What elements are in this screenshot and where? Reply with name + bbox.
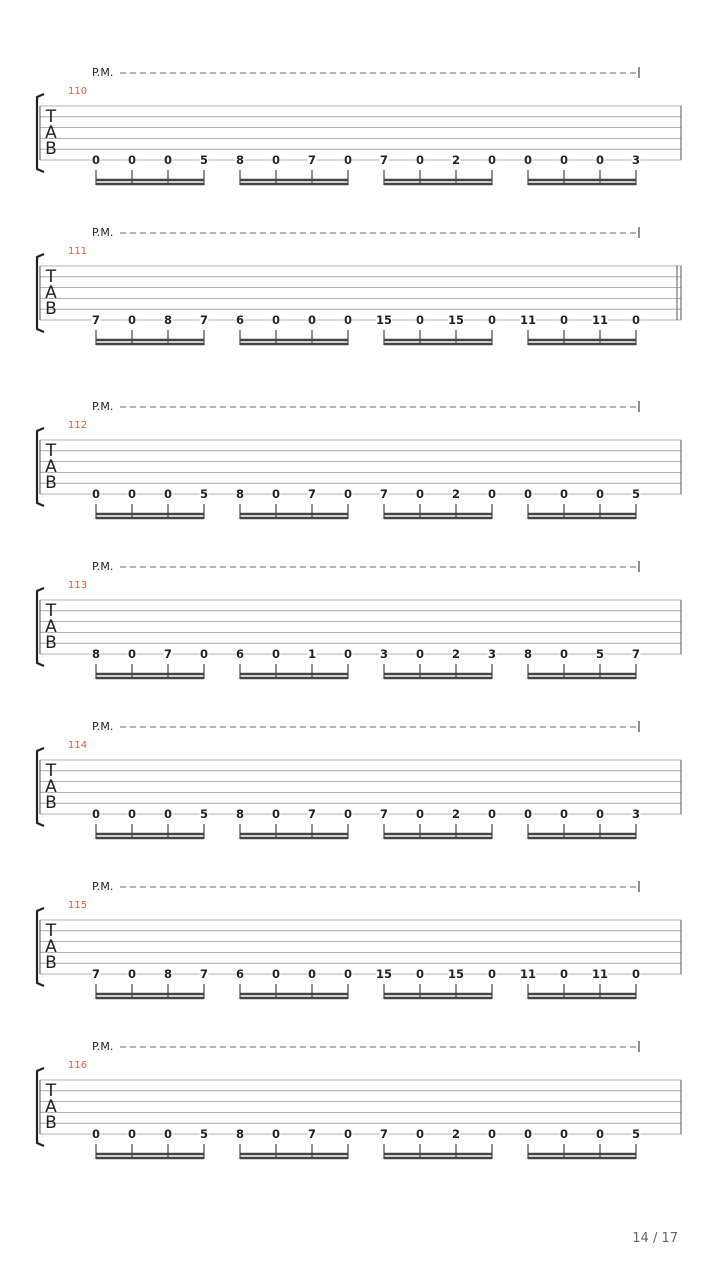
tab-clef-letter: B xyxy=(45,473,57,493)
fret-number: 0 xyxy=(523,807,533,821)
fret-number: 0 xyxy=(307,313,317,327)
fret-number: 0 xyxy=(631,313,641,327)
fret-number: 6 xyxy=(235,313,245,327)
fret-number: 8 xyxy=(235,1127,245,1141)
fret-number: 0 xyxy=(91,1127,101,1141)
fret-number: 15 xyxy=(375,967,393,981)
fret-number: 0 xyxy=(163,153,173,167)
fret-number: 0 xyxy=(487,1127,497,1141)
tab-clef-letter: A xyxy=(45,777,57,797)
measure-number: 112 xyxy=(68,420,88,431)
fret-number: 11 xyxy=(519,967,537,981)
fret-number: 8 xyxy=(235,487,245,501)
fret-number: 0 xyxy=(415,807,425,821)
fret-number: 0 xyxy=(595,487,605,501)
fret-number: 11 xyxy=(519,313,537,327)
fret-number: 0 xyxy=(415,153,425,167)
fret-number: 7 xyxy=(379,153,389,167)
fret-number: 0 xyxy=(343,807,353,821)
fret-number: 0 xyxy=(559,487,569,501)
fret-number: 0 xyxy=(487,313,497,327)
fret-number: 0 xyxy=(127,153,137,167)
measure-number: 110 xyxy=(68,86,88,97)
fret-number: 8 xyxy=(163,967,173,981)
fret-number: 0 xyxy=(487,967,497,981)
tab-clef-letter: B xyxy=(45,139,57,159)
fret-number: 0 xyxy=(559,313,569,327)
fret-number: 6 xyxy=(235,647,245,661)
fret-number: 0 xyxy=(91,807,101,821)
palm-mute-label: P.M. xyxy=(92,400,114,413)
palm-mute-label: P.M. xyxy=(92,1040,114,1053)
fret-number: 0 xyxy=(487,807,497,821)
fret-number: 5 xyxy=(199,487,209,501)
tab-clef-letter: B xyxy=(45,1113,57,1133)
tab-clef-letter: A xyxy=(45,283,57,303)
fret-number: 8 xyxy=(235,153,245,167)
page-number: 14 / 17 xyxy=(632,1231,678,1246)
tab-clef-letter: A xyxy=(45,123,57,143)
fret-number: 15 xyxy=(447,967,465,981)
fret-number: 0 xyxy=(271,807,281,821)
fret-number: 7 xyxy=(91,313,101,327)
tab-clef-letter: A xyxy=(45,457,57,477)
fret-number: 8 xyxy=(235,807,245,821)
tab-clef-letter: T xyxy=(45,601,57,621)
fret-number: 0 xyxy=(127,487,137,501)
fret-number: 7 xyxy=(307,1127,317,1141)
tab-clef-letter: T xyxy=(45,107,57,127)
tab-clef-letter: T xyxy=(45,921,57,941)
fret-number: 2 xyxy=(451,647,461,661)
fret-number: 0 xyxy=(559,1127,569,1141)
fret-number: 0 xyxy=(271,153,281,167)
fret-number: 0 xyxy=(631,967,641,981)
tab-clef-letter: B xyxy=(45,953,57,973)
fret-number: 0 xyxy=(523,1127,533,1141)
fret-number: 0 xyxy=(271,313,281,327)
fret-number: 1 xyxy=(307,647,317,661)
tab-clef-letter: A xyxy=(45,1097,57,1117)
tab-clef-letter: T xyxy=(45,267,57,287)
tab-clef-letter: T xyxy=(45,441,57,461)
tab-clef-letter: A xyxy=(45,617,57,637)
fret-number: 2 xyxy=(451,807,461,821)
fret-number: 8 xyxy=(523,647,533,661)
fret-number: 3 xyxy=(631,153,641,167)
tab-clef-letter: B xyxy=(45,793,57,813)
fret-number: 15 xyxy=(375,313,393,327)
fret-number: 15 xyxy=(447,313,465,327)
fret-number: 5 xyxy=(631,487,641,501)
fret-number: 0 xyxy=(415,313,425,327)
fret-number: 8 xyxy=(91,647,101,661)
fret-number: 0 xyxy=(271,487,281,501)
fret-number: 0 xyxy=(307,967,317,981)
fret-number: 2 xyxy=(451,1127,461,1141)
fret-number: 0 xyxy=(199,647,209,661)
fret-number: 0 xyxy=(91,153,101,167)
fret-number: 7 xyxy=(379,487,389,501)
tab-clef-letter: B xyxy=(45,299,57,319)
fret-number: 0 xyxy=(559,153,569,167)
fret-number: 0 xyxy=(271,1127,281,1141)
fret-number: 0 xyxy=(163,1127,173,1141)
tab-clef-letter: B xyxy=(45,633,57,653)
fret-number: 11 xyxy=(591,313,609,327)
fret-number: 7 xyxy=(379,1127,389,1141)
palm-mute-label: P.M. xyxy=(92,226,114,239)
fret-number: 7 xyxy=(307,153,317,167)
fret-number: 7 xyxy=(199,967,209,981)
measure-number: 114 xyxy=(68,740,88,751)
fret-number: 0 xyxy=(127,807,137,821)
fret-number: 0 xyxy=(163,487,173,501)
fret-number: 11 xyxy=(591,967,609,981)
fret-number: 0 xyxy=(271,967,281,981)
fret-number: 0 xyxy=(523,487,533,501)
fret-number: 2 xyxy=(451,153,461,167)
fret-number: 5 xyxy=(595,647,605,661)
fret-number: 0 xyxy=(559,967,569,981)
fret-number: 3 xyxy=(631,807,641,821)
fret-number: 0 xyxy=(127,967,137,981)
palm-mute-label: P.M. xyxy=(92,720,114,733)
fret-number: 0 xyxy=(559,807,569,821)
fret-number: 0 xyxy=(163,807,173,821)
fret-number: 0 xyxy=(595,1127,605,1141)
palm-mute-label: P.M. xyxy=(92,880,114,893)
palm-mute-label: P.M. xyxy=(92,560,114,573)
fret-number: 3 xyxy=(487,647,497,661)
fret-number: 0 xyxy=(415,647,425,661)
fret-number: 0 xyxy=(343,487,353,501)
fret-number: 7 xyxy=(631,647,641,661)
fret-number: 5 xyxy=(631,1127,641,1141)
fret-number: 5 xyxy=(199,807,209,821)
fret-number: 0 xyxy=(343,313,353,327)
fret-number: 6 xyxy=(235,967,245,981)
tab-clef-letter: A xyxy=(45,937,57,957)
fret-number: 0 xyxy=(343,967,353,981)
fret-number: 7 xyxy=(307,487,317,501)
fret-number: 3 xyxy=(379,647,389,661)
measure-number: 115 xyxy=(68,900,88,911)
measure-number: 111 xyxy=(68,246,88,257)
fret-number: 5 xyxy=(199,153,209,167)
fret-number: 0 xyxy=(127,313,137,327)
measure-number: 113 xyxy=(68,580,88,591)
fret-number: 5 xyxy=(199,1127,209,1141)
fret-number: 0 xyxy=(523,153,533,167)
fret-number: 0 xyxy=(415,967,425,981)
fret-number: 7 xyxy=(91,967,101,981)
fret-number: 0 xyxy=(343,1127,353,1141)
fret-number: 0 xyxy=(595,807,605,821)
fret-number: 0 xyxy=(415,487,425,501)
fret-number: 0 xyxy=(271,647,281,661)
fret-number: 0 xyxy=(343,647,353,661)
palm-mute-label: P.M. xyxy=(92,66,114,79)
fret-number: 0 xyxy=(343,153,353,167)
fret-number: 7 xyxy=(379,807,389,821)
tab-clef-letter: T xyxy=(45,761,57,781)
fret-number: 7 xyxy=(199,313,209,327)
fret-number: 0 xyxy=(91,487,101,501)
fret-number: 7 xyxy=(163,647,173,661)
fret-number: 0 xyxy=(487,153,497,167)
fret-number: 0 xyxy=(415,1127,425,1141)
fret-number: 0 xyxy=(127,647,137,661)
fret-number: 0 xyxy=(127,1127,137,1141)
fret-number: 0 xyxy=(487,487,497,501)
fret-number: 0 xyxy=(595,153,605,167)
fret-number: 2 xyxy=(451,487,461,501)
fret-number: 7 xyxy=(307,807,317,821)
fret-number: 0 xyxy=(559,647,569,661)
fret-number: 8 xyxy=(163,313,173,327)
measure-number: 116 xyxy=(68,1060,88,1071)
tab-clef-letter: T xyxy=(45,1081,57,1101)
